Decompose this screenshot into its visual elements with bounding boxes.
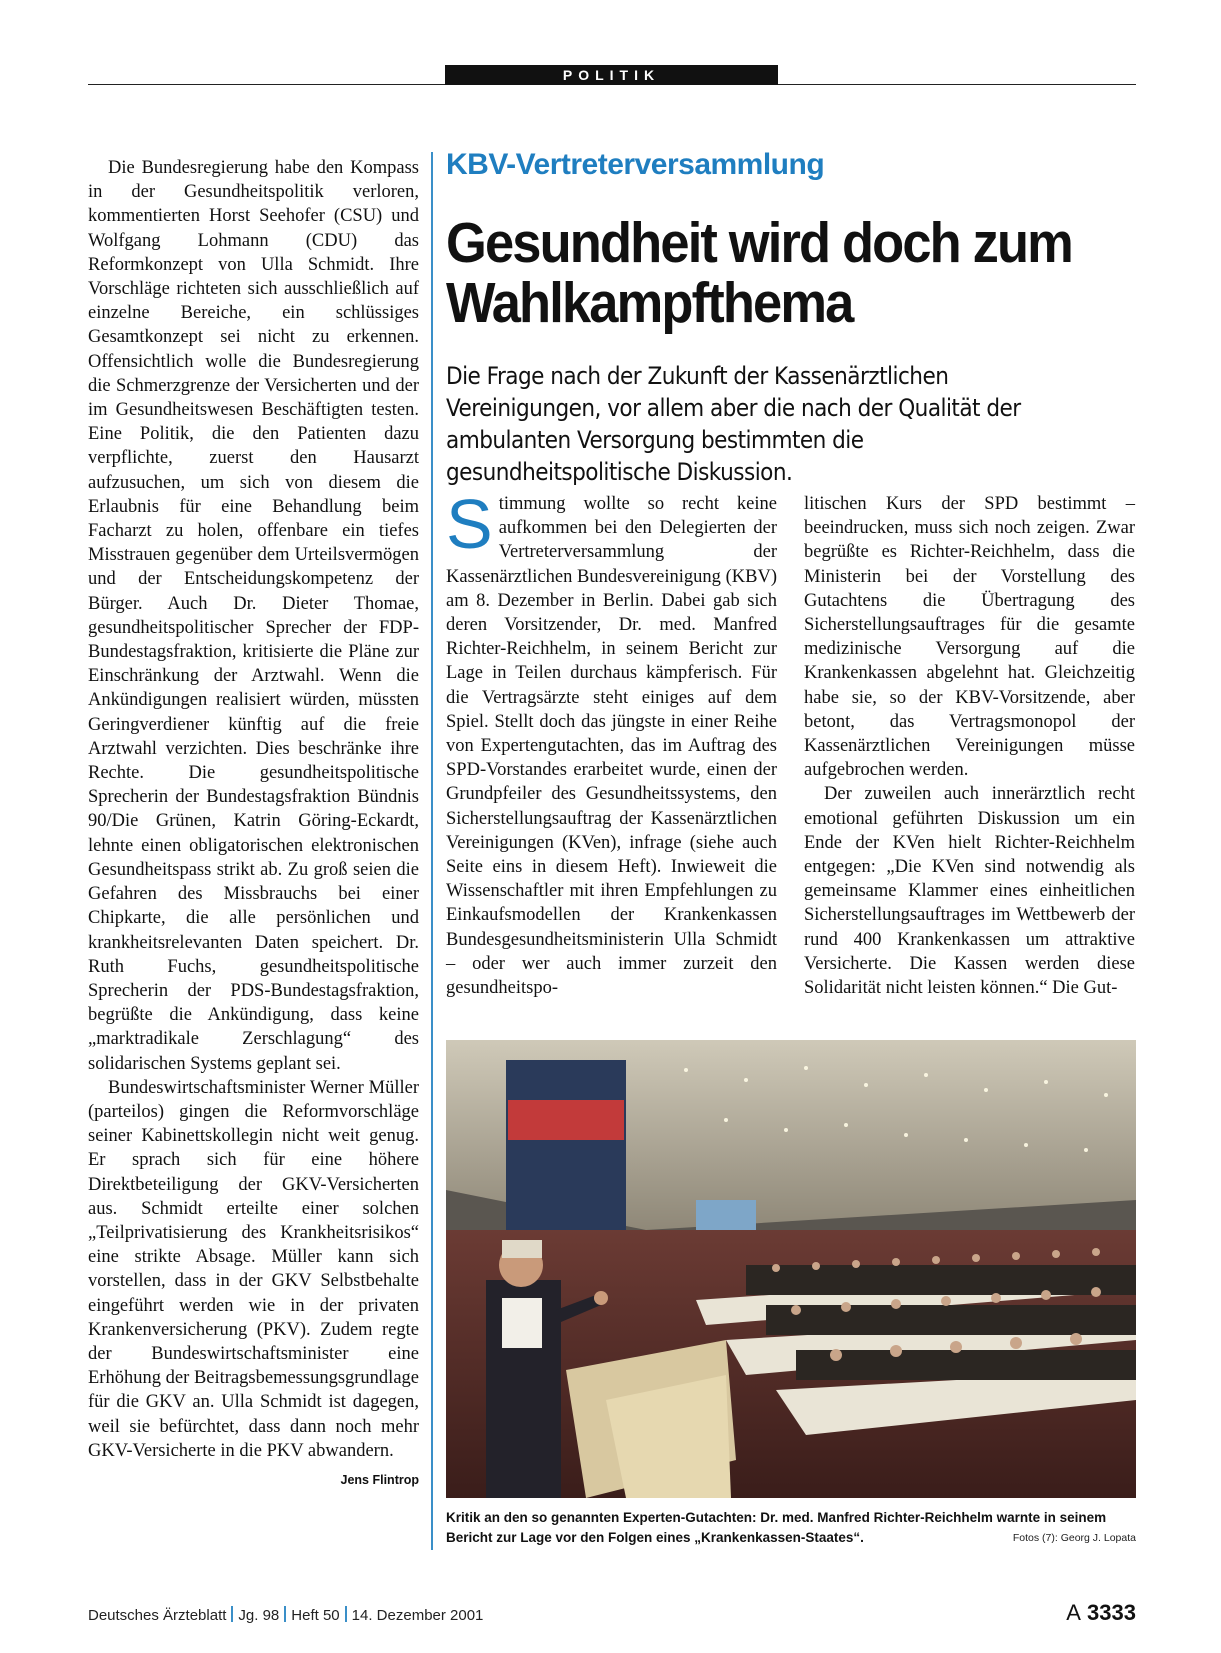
article-headline — [446, 213, 1090, 333]
conference-photo-illustration — [446, 1040, 1136, 1498]
drop-cap: S — [446, 485, 493, 563]
article-kicker: KBV-Vertreterversammlung — [446, 148, 825, 181]
article-column-2 — [804, 492, 1135, 1000]
article-lead: Die Frage nach der Zukunft der Kassenärztlichen Vereinigungen, vor allem aber die nach der Qualität der ambulanten Versorgung bestimmten die gesundheitspolitische Diskussion. — [446, 362, 1021, 486]
footer-separator — [284, 1606, 286, 1622]
journal-name: Deutsches Ärzteblatt — [88, 1607, 227, 1624]
page-number — [1066, 1600, 1136, 1626]
footer-separator — [345, 1606, 347, 1622]
footer-separator — [231, 1606, 233, 1622]
column-divider — [431, 152, 433, 1550]
page-prefix: A — [1066, 1600, 1081, 1625]
section-label: POLITIK — [445, 65, 778, 85]
left-paragraph-1: Die Bundesregierung habe den Kompass in der Gesundheitspolitik verloren, kommentierten Horst Seehofer (CSU) und Wolfgang Lohmann (CDU) das Reformkonzept von Ulla Schmidt. Ihre Vorschläge richteten sich ausschließlich auf einzelne Bereiche, ein schlüssiges Gesamtkonzept sei nicht zu erkennen. Offensichtlich wolle die Bundesregierung die Schmerzgrenze der Versicherten und der im Gesundheitswesen Beschäftigten testen. Eine Politik, die den Patienten dazu verpflichte, zuerst den Hausarzt aufzusuchen, um sich von diesem die Erlaubnis für eine Behandlung beim Facharzt zu holen, offenbare ein tiefes Misstrauen gegenüber dem Urteilsvermögen und der Entscheidungskompetenz der Bürger. Auch Dr. Dieter Thomae, gesundheitspolitischer Sprecher der FDP-Bundestagsfraktion, kritisierte die Pläne zur Einschränkung der Arztwahl. Wenn die Ankündigungen realisiert würden, müssten Geringverdiener künftig auf die freie Arztwahl verzichten. Dies beschränke ihre Rechte. Die gesundheitspolitische Sprecherin der Bundestagsfraktion Bündnis 90/Die Grünen, Katrin Göring-Eckardt, lehnte einen obligatorischen elektronischen Gesundheitspass strikt ab. Zu groß seien die Gefahren des Missbrauchs bei einer Chipkarte, die alle persönlichen und krankheitsrelevanten Daten speichert. Dr. Ruth Fuchs, gesundheitspolitische Sprecherin der PDS-Bundestagsfraktion, begrüßte die Ankündigung, dass keine „marktradikale Zerschlagung“ des solidarischen Systems geplant sei. — [88, 158, 419, 1074]
headline-line-2: Wahlkampfthema — [446, 271, 853, 335]
photo-caption: Kritik an den so genannten Experten-Gutachten: Dr. med. Manfred Richter-Reichhelm warnte in seinem Bericht zur Lage vor den Folgen eines „Krankenkassen-Staates“. — [446, 1510, 1107, 1545]
footer-info — [88, 1606, 483, 1624]
journal-volume: Jg. 98 — [238, 1607, 280, 1624]
left-column-text — [88, 156, 419, 1492]
article-paragraph-3: Der zuweilen auch innerärztlich recht emotional geführten Diskussion um ein Ende der KVen hielt Richter-Reichhelm entgegen: „Die KVen sind notwendig als gemeinsame Klammer eines einheitlichen Sicherstellungsauftrages im Wettbewerb der rund 400 Krankenkassen um attraktive Versicherte. Die Kassen werden diese Solidarität nicht leisten können.“ Die Gut- — [804, 784, 1135, 999]
page-number-value: 3333 — [1087, 1600, 1136, 1625]
photo-credit: Fotos (7): Georg J. Lopata — [1012, 1532, 1136, 1544]
journal-issue: Heft 50 — [291, 1607, 340, 1624]
conference-photo — [446, 1040, 1136, 1498]
author-name: Jens Flintrop — [340, 1472, 419, 1487]
article-paragraph-2: litischen Kurs der SPD bestimmt – beeindrucken, muss sich noch zeigen. Zwar begrüßte es Richter-Reichhelm, dass die Ministerin bei der Vorstellung des Gutachtens die Übertragung des Sicherstellungsauftrages für die gesamte medizinische Versorgung auf die Krankenkassen abgelehnt hat. Gleichzeitig habe sie, so der KBV-Vorsitzende, aber betont, das Vertragsmonopol der Kassenärztlichen Vereinigungen müsse aufgebrochen werden. — [804, 494, 1135, 781]
journal-date: 14. Dezember 2001 — [351, 1607, 484, 1624]
headline-line-1: Gesundheit wird doch zum — [446, 211, 1072, 275]
article-paragraph-1: Stimmung wollte so recht keine aufkommen bei den Delegierten der Vertreterversammlung der Kassenärztlichen Bundesvereinigung (KBV) am 8. Dezember in Berlin. Dabei gab sich deren Vorsitzender, Dr. med. Manfred Richter-Reichhelm, in seinem Bericht zur Lage in Teilen durchaus kämpferisch. Für die Vertragsärzte steht einiges auf dem Spiel. Stellt doch das jüngste in einer Reihe von Expertengutachten, das im Auftrag des SPD-Vorstandes erarbeitet wurde, einen der Grundpfeiler des Gesundheitssystems, den Sicherstellungsauftrag der Kassenärztlichen Vereinigungen (KVen), infrage (siehe auch Seite eins in diesem Heft). Inwieweit die Wissenschaftler mit ihren Empfehlungen zu Einkaufsmodellen der Krankenkassen Bundesgesundheitsministerin Ulla Schmidt – oder wer auch immer zurzeit den gesundheitspo- — [446, 485, 777, 999]
article-column-1 — [446, 485, 777, 1000]
left-paragraph-2: Bundeswirtschaftsminister Werner Müller (parteilos) gingen die Reformvorschläge seiner Kabinettskollegin nicht weit genug. Er sprach sich für eine höhere Direktbeteiligung der GKV-Versicherten aus. Schmidt erteilte einer solchen „Teilprivatisierung des Krankheitsrisikos“ eine strikte Absage. Müller kann sich vorstellen, dass in der GKV Selbstbehalte eingeführt werden wie in der privaten Krankenversicherung (PKV). Zudem regte der Bundeswirtschaftsminister eine Erhöhung der Beitragsbemessungsgrundlage für die GKV an. Ulla Schmidt ist dagegen, weil sie befürchtet, dass dann noch mehr GKV-Versicherte in die PKV abwandern. Jens Flintrop — [88, 1076, 419, 1463]
